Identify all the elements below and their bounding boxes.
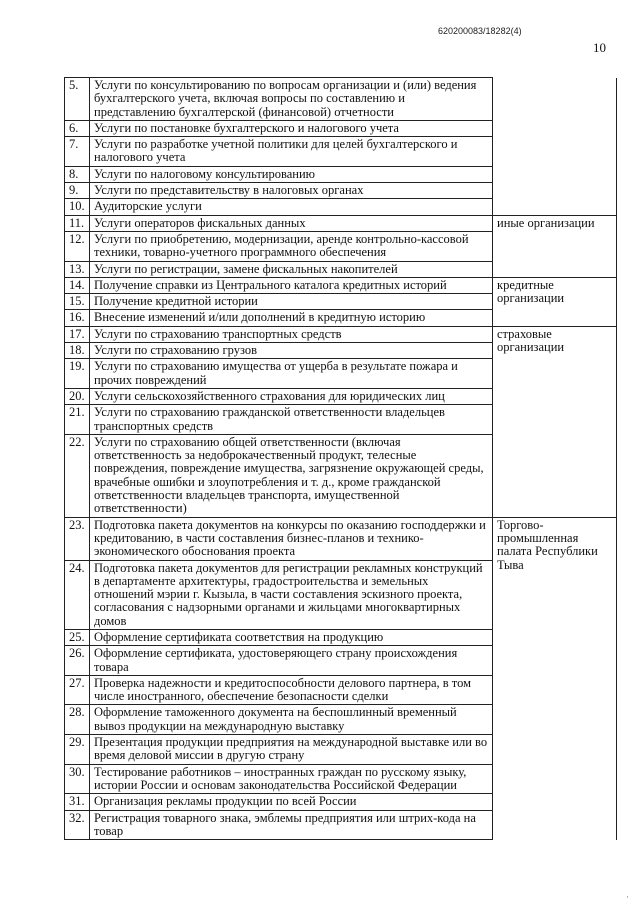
row-number: 7. [65, 137, 90, 167]
row-number: 31. [65, 794, 90, 810]
service-name: Услуги по приобретению, модернизации, аренде контрольно-кассовой техники, товарно-учетного программного обеспечения [90, 231, 493, 261]
service-name: Услуги по регистрации, замене фискальных накопителей [90, 261, 493, 277]
table-row [65, 517, 617, 560]
service-name: Услуги по страхованию гражданской ответственности владельцев транспортных средств [90, 405, 493, 435]
row-number: 27. [65, 675, 90, 705]
row-number: 28. [65, 705, 90, 735]
row-number: 13. [65, 261, 90, 277]
service-name: Услуги по страхованию имущества от ущерба в результате пожара и прочих повреждений [90, 359, 493, 389]
document-id: 620200083/18282(4) [438, 26, 522, 36]
row-number: 14. [65, 277, 90, 293]
service-name: Услуги по представительству в налоговых органах [90, 183, 493, 199]
row-number: 22. [65, 434, 90, 517]
service-name: Услуги по налоговому консультированию [90, 166, 493, 182]
service-name: Услуги по разработке учетной политики для целей бухгалтерского и налогового учета [90, 137, 493, 167]
provider-chamber-of-commerce: Торгово-промышленная палата Республики Тыва [493, 517, 617, 840]
service-name: Услуги по страхованию общей ответственности (включая ответственность за недоброкачественный продукт, телесные повреждения, повреждение имущества, загрязнение окружающей среды, врачебные ошибки и злоупотребления и т. д., кроме гражданской ответственности владельцев транспорта, имущественной ответственности) [90, 434, 493, 517]
row-number: 23. [65, 517, 90, 560]
row-number: 30. [65, 764, 90, 794]
provider-other-organizations: иные организации [493, 215, 617, 277]
row-number: 5. [65, 78, 90, 121]
provider-insurance-organizations: страховые организации [493, 326, 617, 517]
service-name: Проверка надежности и кредитоспособности делового партнера, в том числе иностранного, обеспечение безопасности сделки [90, 675, 493, 705]
row-number: 12. [65, 231, 90, 261]
provider-credit-organizations: кредитные организации [493, 277, 617, 326]
row-number: 29. [65, 735, 90, 765]
row-number: 8. [65, 166, 90, 182]
row-number: 15. [65, 294, 90, 310]
row-number: 20. [65, 388, 90, 404]
page-number: 10 [593, 40, 606, 55]
row-number: 26. [65, 646, 90, 676]
row-number: 10. [65, 199, 90, 215]
service-name: Услуги сельскохозяйственного страхования для юридических лиц [90, 388, 493, 404]
service-name: Услуги по постановке бухгалтерского и налогового учета [90, 120, 493, 136]
service-name: Подготовка пакета документов на конкурсы по оказанию господдержки и кредитованию, в части составления бизнес-планов и технико-экономического обоснования проекта [90, 517, 493, 560]
service-name: Услуги операторов фискальных данных [90, 215, 493, 231]
row-number: 6. [65, 120, 90, 136]
provider-cell-empty [493, 78, 617, 216]
service-name: Оформление таможенного документа на беспошлинный временный вывоз продукции на международную выставку [90, 705, 493, 735]
row-number: 24. [65, 560, 90, 629]
row-number: 19. [65, 359, 90, 389]
service-name: Тестирование работников – иностранных граждан по русскому языку, истории России и основам законодательства Российской Федерации [90, 764, 493, 794]
row-number: 16. [65, 310, 90, 326]
service-name: Оформление сертификата, удостоверяющего страну происхождения товара [90, 646, 493, 676]
table-row [65, 78, 617, 121]
service-name: Получение справки из Центрального каталога кредитных историй [90, 277, 493, 293]
service-name: Внесение изменений и/или дополнений в кредитную историю [90, 310, 493, 326]
service-name: Организация рекламы продукции по всей России [90, 794, 493, 810]
row-number: 17. [65, 326, 90, 342]
scan-speck: · [626, 892, 629, 902]
row-number: 25. [65, 629, 90, 645]
service-name: Услуги по страхованию транспортных средств [90, 326, 493, 342]
service-name: Регистрация товарного знака, эмблемы предприятия или штрих-кода на товар [90, 810, 493, 840]
row-number: 11. [65, 215, 90, 231]
table-row [65, 277, 617, 293]
row-number: 32. [65, 810, 90, 840]
table-row [65, 215, 617, 231]
service-name: Услуги по консультированию по вопросам организации и (или) ведения бухгалтерского учета, включая вопросы по составлению и представлению бухгалтерской (финансовой) отчетности [90, 78, 493, 121]
service-name: Презентация продукции предприятия на международной выставке или во время деловой миссии в другую страну [90, 735, 493, 765]
table-row [65, 326, 617, 342]
row-number: 18. [65, 343, 90, 359]
service-name: Аудиторские услуги [90, 199, 493, 215]
row-number: 9. [65, 183, 90, 199]
service-name: Подготовка пакета документов для регистрации рекламных конструкций в департаменте архитектуры, градостроительства и земельных отношений мэрии г. Кызыла, в части составления эскизного проекта, согласования с надзорными органами и жильцами многоквартирных домов [90, 560, 493, 629]
services-table [64, 77, 617, 840]
service-name: Услуги по страхованию грузов [90, 343, 493, 359]
service-name: Получение кредитной истории [90, 294, 493, 310]
row-number: 21. [65, 405, 90, 435]
service-name: Оформление сертификата соответствия на продукцию [90, 629, 493, 645]
